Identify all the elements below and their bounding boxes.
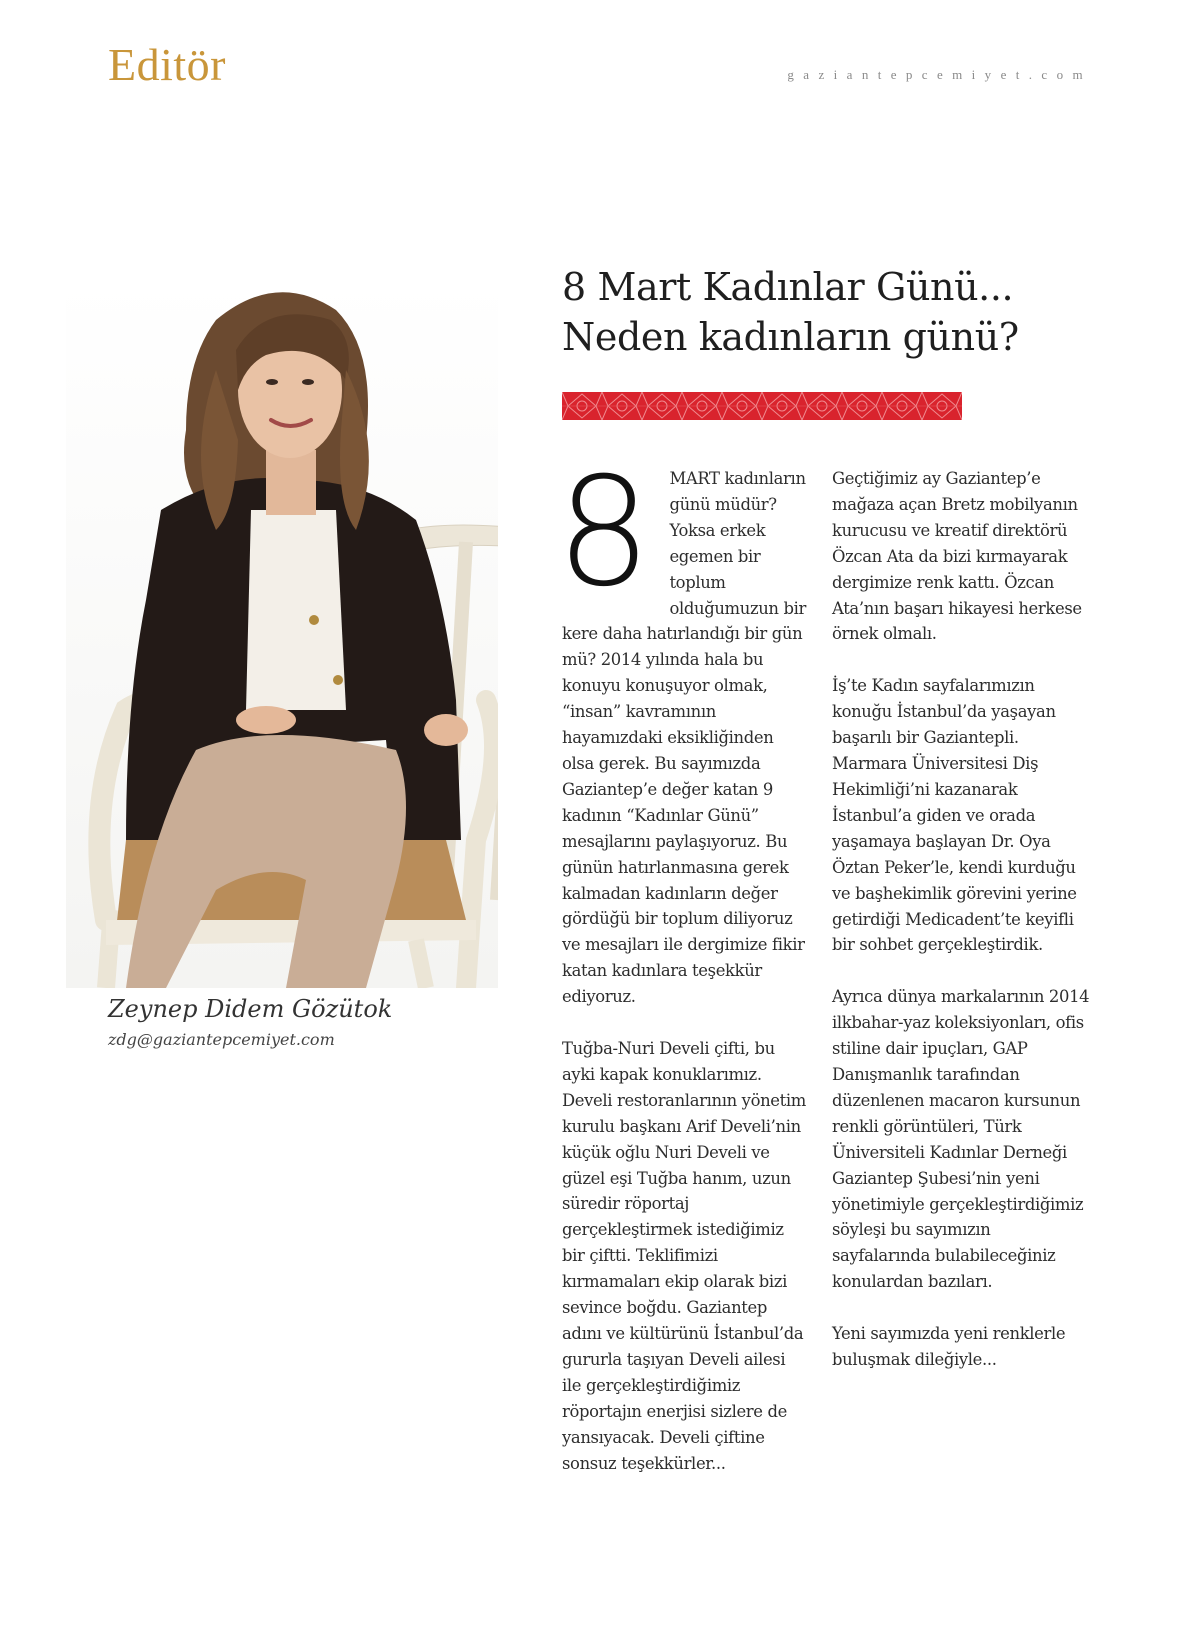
article-paragraph-5: Ayrıca dünya markalarının 2014 ilkbahar-yaz koleksiyonları, ofis stiline dair ipuçları, GAP Danışmanlık tarafından düzenlenen macaron kursunun renkli görüntüleri, Türk Üniversiteli Kadınlar Derneği Gaziantep Şubesi’nin yeni yönetimiyle gerçekleştirdiğimiz söyleşi bu sayımızın sayfalarında bulabileceğiniz konulardan bazıları.	[832, 987, 1090, 1292]
site-url: gaziantepcemiyet.com	[787, 67, 1092, 82]
article-column-1	[556, 446, 808, 1502]
section-label: Editör	[108, 39, 226, 90]
drop-cap: 8	[556, 446, 648, 620]
author-email[interactable]: zdg@gaziantepcemiyet.com	[108, 1030, 335, 1049]
headline-line-1: 8 Mart Kadınlar Günü...	[562, 265, 1014, 309]
article-paragraph-4: İş’te Kadın sayfalarımızın konuğu İstanbul’da yaşayan başarılı bir Gaziantepli. Marmara Üniversitesi Diş Hekimliği’ni kazanarak İstanbul’a giden ve orada yaşamaya başlayan Dr. Oya Öztan Peker’le, kendi kurduğu ve başhekimlik görevini yerine getirdiği Medicadent’te keyifli bir sohbet gerçekleştirdik.	[832, 676, 1077, 955]
ornament-band	[562, 392, 962, 420]
author-portrait-illustration	[66, 280, 498, 988]
article-paragraph-6: Yeni sayımızda yeni renklerle buluşmak dileğiyle...	[832, 1324, 1066, 1370]
author-photo	[66, 280, 498, 988]
headline-line-2: Neden kadınların günü?	[562, 315, 1019, 359]
article-column-2	[832, 466, 1092, 1399]
article-paragraph-2: Tuğba-Nuri Develi çifti, bu ayki kapak konuklarımız. Develi restoranlarının yönetim kurulu başkanı Arif Develi’nin küçük oğlu Nuri Develi ve güzel eşi Tuğba hanım, uzun süredir röportaj gerçekleştirmek istediğimiz bir çiftti. Teklifimizi kırmamaları ekip olarak bizi sevince boğdu. Gaziantep adını ve kültürünü İstanbul’da gururla taşıyan Develi ailesi ile gerçekleştirdiğimiz röportajın enerjisi sizlere de yansıyacak. Develi çiftine sonsuz teşekkürler...	[562, 1039, 806, 1473]
author-name: Zeynep Didem Gözütok	[108, 995, 393, 1023]
article-paragraph-1	[556, 446, 808, 1010]
article-headline	[562, 262, 1122, 362]
paragraph-1-text: MART kadınların günü müdür? Yoksa erkek egemen bir toplum olduğumuzun bir kere daha hatırlandığı bir gün mü? 2014 yılında hala bu konuyu konuşuyor olmak, “insan” kavramının hayamızdaki eksikliğinden olsa gerek. Bu sayımızda Gaziantep’e değer katan 9 kadının “Kadınlar Günü” mesajlarını paylaşıyoruz. Bu günün hatırlanmasına gerek kalmadan kadınların değer gördüğü bir toplum diliyoruz ve mesajları ile dergimize fikir katan kadınlara teşekkür ediyoruz.	[562, 469, 807, 1007]
article-paragraph-3: Geçtiğimiz ay Gaziantep’e mağaza açan Bretz mobilyanın kurucusu ve kreatif direktörü Özcan Ata da bizi kırmayarak dergimize renk kattı. Özcan Ata’nın başarı hikayesi herkese örnek olmalı.	[832, 469, 1082, 644]
